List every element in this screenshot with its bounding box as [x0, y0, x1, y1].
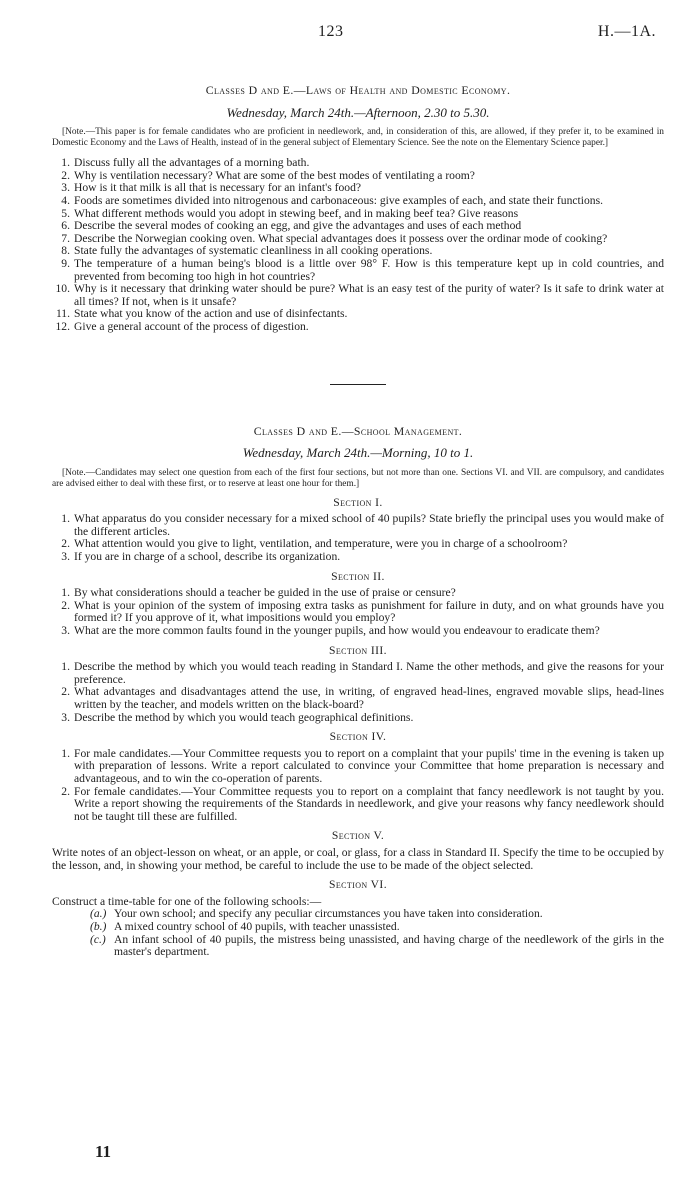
question-item: 2. What advantages and disadvantages attend the use, in writing, of engraved head-lines, engraved movable slips, head-lines written by the teacher, and models written on the black-board? [61, 685, 664, 711]
section-6-text: Construct a time-table for one of the following schools:— [52, 894, 322, 908]
question-item: 11. State what you know of the action and use of disinfectants. [55, 307, 348, 321]
question-item: 2. Why is ventilation necessary? What are some of the best modes of ventilating a room? [61, 168, 475, 182]
paper-reference: H.—1A. [597, 23, 656, 40]
question-item: 12. Give a general account of the process of digestion. [55, 319, 309, 333]
section-2-heading: Section II. [331, 569, 385, 583]
section-5-heading: Section V. [331, 829, 385, 843]
question-item: 4. Foods are sometimes divided into nitrogenous and carbonaceous: give examples of each, and state their functions. [61, 193, 603, 207]
question-item: 2. For female candidates.—Your Committee requests you to report on a complaint that fancy needlework is not taught by you. Write a report showing the requirements of the Standards in needlework, and give your reasons why fancy needlework should not be taught till these are fulfilled. [61, 784, 664, 823]
health-note: [Note.—This paper is for female candidates who are proficient in needlework, and, in consideration of this, are allowed, if they prefer it, to be examined in Domestic Economy and the Laws of Health, instead of in the general subject of Elementary Science. See the note on the Elementary Science paper.] [52, 127, 664, 149]
question-item: 10. Why is it necessary that drinking water should be pure? What is an easy test of the purity of water? Is it safe to drink water at all times? If not, when is it unsafe? [55, 282, 664, 308]
school-title: Classes D and E.—School Management. [253, 423, 463, 438]
question-item: 6. Describe the several modes of cooking an egg, and give the advantages and uses of each method [61, 219, 522, 233]
question-item: 1. For male candidates.—Your Committee requests you to report on a complaint that your pupils' time in the evening is taken up with preparation of lessons. Write a report calculated to convince your Committee that home preparation is necessary and advantageous, and to win the co-operation of parents. [61, 746, 664, 785]
option-item: (c.) An infant school of 40 pupils, the mistress being unassisted, and having charge of the needlework of the girls in the master's department. [90, 932, 664, 959]
section-divider [330, 384, 386, 385]
question-item: 9. The temperature of a human being's blood is a little over 98° F. How is this temperature kept up in cold countries, and prevented from becoming too high in hot countries? [61, 256, 664, 283]
question-item: 1. By what considerations should a teacher be guided in the use of praise or censure? [61, 586, 456, 600]
question-item: 1. What apparatus do you consider necessary for a mixed school of 40 pupils? State briefly the principal uses you would make of the different articles. [61, 512, 664, 538]
question-item: 3. Describe the method by which you would teach geographical definitions. [61, 710, 414, 724]
health-date: Wednesday, March 24th.—Afternoon, 2.30 to 5.30. [226, 104, 490, 120]
section-6-heading: Section VI. [329, 878, 387, 892]
signature-mark: 11 [95, 1142, 112, 1161]
section-4-heading: Section IV. [329, 730, 387, 744]
question-item: 3. How is it that milk is all that is necessary for an infant's food? [61, 181, 362, 195]
option-item: (b.) A mixed country school of 40 pupils, with teacher unassisted. [90, 919, 400, 933]
page-content [52, 84, 664, 959]
question-item: 2. What is your opinion of the system of imposing extra tasks as punishment for failure in duty, and on what grounds have you formed it? If you approve of it, what impositions would you employ? [61, 598, 664, 625]
section-6-options [52, 908, 664, 958]
question-item: 1. Describe the method by which you would teach reading in Standard I. Name the other methods, and give the reasons for your preference. [61, 660, 664, 686]
section-1-heading: Section I. [333, 495, 383, 509]
page-number: 123 [318, 23, 344, 40]
school-date: Wednesday, March 24th.—Morning, 10 to 1. [242, 445, 474, 461]
question-item: 2. What attention would you give to light, ventilation, and temperature, were you in charge of a schoolroom? [61, 537, 568, 551]
question-item: 3. If you are in charge of a school, describe its organization. [61, 550, 341, 564]
section-3-heading: Section III. [329, 643, 387, 657]
question-item: 1. Discuss fully all the advantages of a morning bath. [61, 156, 310, 170]
school-note: [Note.—Candidates may select one question from each of the first four sections, but not more than one. Sections VI. and VII. are compulsory, and candidates are advised either to deal with these first, or to reserve at least one hour for them.] [52, 467, 664, 489]
health-title: Classes D and E.—Laws of Health and Domestic Economy. [205, 83, 511, 97]
question-item: 7. Describe the Norwegian cooking oven. What special advantages does it possess over the ordinar mode of cooking? [61, 231, 608, 245]
question-item: 5. What different methods would you adopt in stewing beef, and in making beef tea? Give reasons [61, 206, 519, 220]
question-item: 3. What are the more common faults found in the younger pupils, and how would you endeavour to eradicate them? [61, 624, 600, 638]
health-questions [52, 157, 664, 333]
option-item: (a.) Your own school; and specify any peculiar circumstances you have taken into consideration. [90, 907, 543, 921]
section-5-text: Write notes of an object-lesson on wheat, or an apple, or coal, or glass, for a class in Standard II. Specify the time to be occupied by the lesson, and, in showing your method, be careful to include the use to be made of the object selected. [52, 845, 664, 872]
question-item: 8. State fully the advantages of systematic cleanliness in all cooking operations. [61, 244, 433, 258]
